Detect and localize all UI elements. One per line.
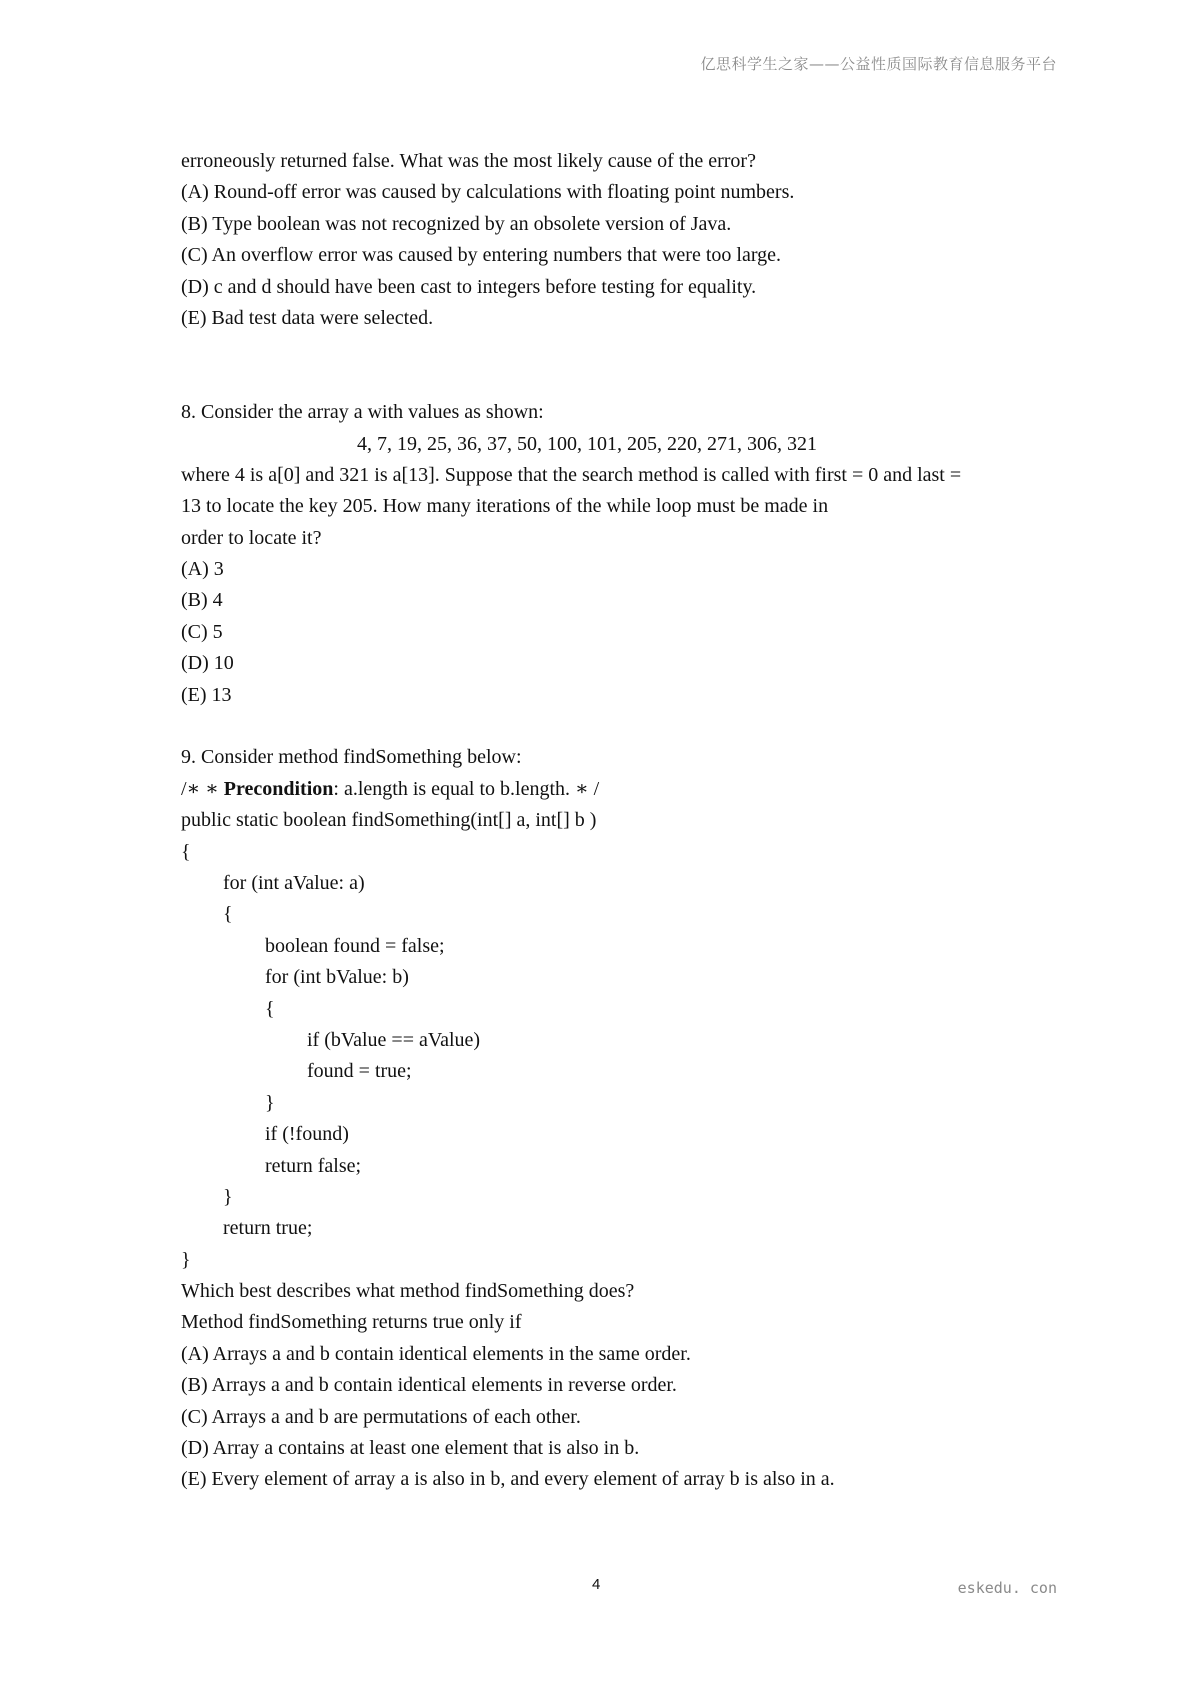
q9-option-b: (B) Arrays a and b contain identical elements in reverse order. (181, 1374, 677, 1397)
q8-option-b: (B) 4 (181, 589, 223, 612)
page-number: 4 (592, 1576, 601, 1593)
code-line: for (int aValue: a) (223, 872, 365, 894)
q7-option-d: (D) c and d should have been cast to integers before testing for equality. (181, 275, 757, 298)
code-line: for (int bValue: b) (265, 966, 409, 989)
q9-stem: 9. Consider method findSomething below: (181, 746, 522, 769)
code-line: boolean found = false; (265, 934, 445, 957)
q7-option-b: (B) Type boolean was not recognized by an obsolete version of Java. (181, 212, 732, 235)
q8-option-c: (C) 5 (181, 620, 223, 643)
q7-option-c: (C) An overflow error was caused by entering numbers that were too large. (181, 244, 781, 267)
q8-text-line-1: where 4 is a[0] and 321 is a[13]. Suppose that the search method is called with first = 0 and last = (181, 463, 962, 486)
code-line: public static boolean findSomething(int[] a, int[] b ) (181, 809, 597, 832)
comment-open: /∗ ∗ (181, 777, 224, 800)
code-line: return false; (265, 1154, 362, 1177)
q9-precondition-comment (181, 774, 1061, 805)
document-body (181, 146, 1061, 1496)
q9-lead: Method findSomething returns true only if (181, 1311, 522, 1334)
page-header: 亿思科学生之家——公益性质国际教育信息服务平台 (700, 55, 1057, 73)
q7-option-e: (E) Bad test data were selected. (181, 306, 434, 329)
q8-stem: 8. Consider the array a with values as shown: (181, 401, 544, 424)
footer-site: eskedu. con (957, 1579, 1057, 1597)
q9-question: Which best describes what method findSomething does? (181, 1280, 635, 1303)
q8-text-line-2: 13 to locate the key 205. How many iterations of the while loop must be made in (181, 495, 829, 518)
q7-option-a: (A) Round-off error was caused by calculations with floating point numbers. (181, 181, 795, 204)
code-line: { (265, 997, 275, 1020)
q9-option-d: (D) Array a contains at least one element that is also in b. (181, 1437, 640, 1460)
q9-option-a: (A) Arrays a and b contain identical elements in the same order. (181, 1342, 691, 1365)
precondition-label: Precondition (223, 777, 334, 800)
code-line: if (bValue == aValue) (307, 1028, 481, 1051)
q9-option-e: (E) Every element of array a is also in b, and every element of array b is also in a. (181, 1468, 835, 1491)
code-line: return true; (223, 1217, 313, 1240)
code-line: { (223, 903, 233, 926)
comment-rest: : a.length is equal to b.length. ∗ / (333, 777, 600, 800)
q8-array-values: 4, 7, 19, 25, 36, 37, 50, 100, 101, 205, 220, 271, 306, 321 (357, 432, 817, 455)
code-line: { (181, 840, 191, 863)
q8-option-e: (E) 13 (181, 683, 232, 706)
q9-option-c: (C) Arrays a and b are permutations of each other. (181, 1405, 581, 1428)
q7-stem-tail: erroneously returned false. What was the most likely cause of the error? (181, 150, 756, 172)
code-line: found = true; (307, 1060, 412, 1083)
code-line: } (181, 1248, 191, 1271)
code-line: } (265, 1091, 275, 1114)
code-line: } (223, 1185, 233, 1208)
q8-option-a: (A) 3 (181, 558, 224, 581)
q8-option-d: (D) 10 (181, 652, 234, 675)
code-line: if (!found) (265, 1123, 349, 1146)
q8-text-line-3: order to locate it? (181, 526, 322, 549)
